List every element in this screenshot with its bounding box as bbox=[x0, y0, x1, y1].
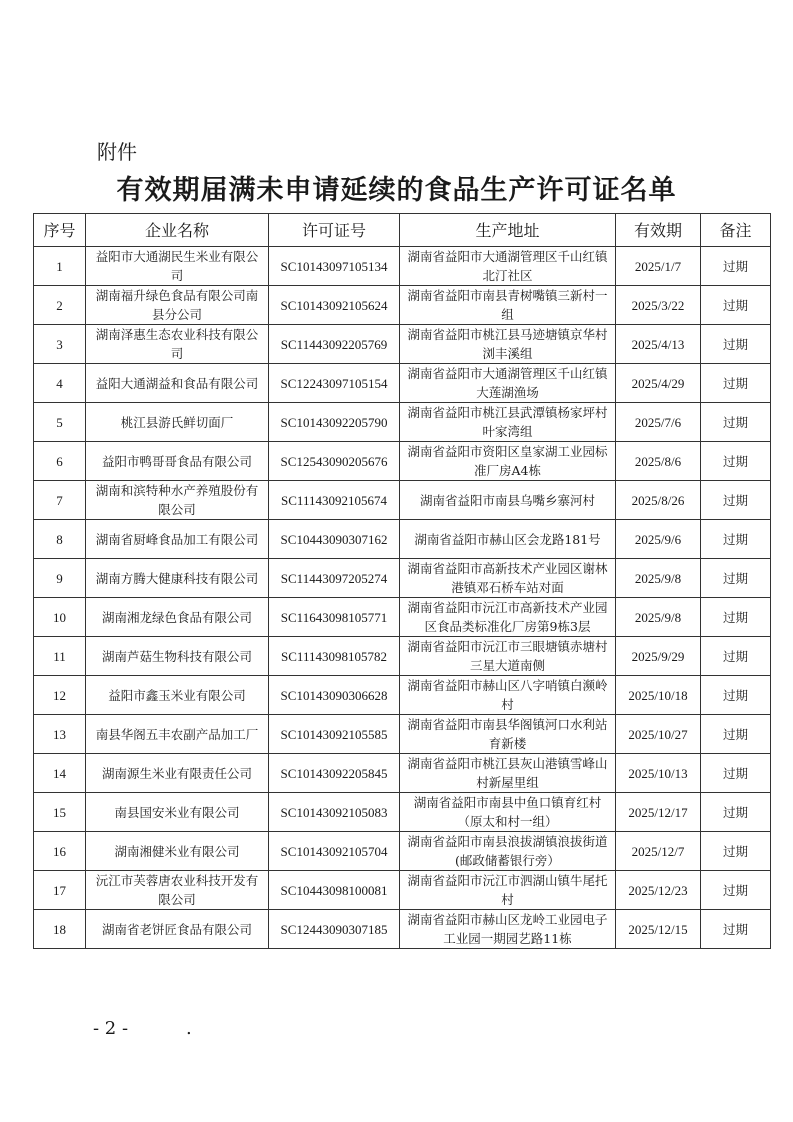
cell-index: 3 bbox=[34, 325, 86, 364]
cell-remark: 过期 bbox=[701, 442, 771, 481]
cell-index: 17 bbox=[34, 871, 86, 910]
cell-address: 湖南省益阳市桃江县武潭镇杨家坪村叶家湾组 bbox=[400, 403, 616, 442]
cell-index: 12 bbox=[34, 676, 86, 715]
cell-validity: 2025/4/29 bbox=[616, 364, 701, 403]
attachment-label: 附件 bbox=[97, 140, 137, 164]
cell-validity: 2025/9/8 bbox=[616, 598, 701, 637]
cell-company: 益阳市大通湖民生米业有限公司 bbox=[86, 247, 269, 286]
cell-validity: 2025/4/13 bbox=[616, 325, 701, 364]
cell-company: 湖南湘龙绿色食品有限公司 bbox=[86, 598, 269, 637]
table-row bbox=[34, 286, 771, 325]
cell-remark: 过期 bbox=[701, 676, 771, 715]
table-row bbox=[34, 481, 771, 520]
table-row bbox=[34, 559, 771, 598]
cell-company: 沅江市芙蓉唐农业科技开发有限公司 bbox=[86, 871, 269, 910]
cell-license: SC11443097205274 bbox=[269, 559, 400, 598]
cell-address: 湖南省益阳市大通湖管理区千山红镇北汀社区 bbox=[400, 247, 616, 286]
cell-address: 湖南省益阳市桃江县灰山港镇雪峰山村新屋里组 bbox=[400, 754, 616, 793]
cell-address: 湖南省益阳市南县浪拔湖镇浪拔街道(邮政储蓄银行旁） bbox=[400, 832, 616, 871]
cell-validity: 2025/12/17 bbox=[616, 793, 701, 832]
cell-remark: 过期 bbox=[701, 364, 771, 403]
cell-company: 湖南泽惠生态农业科技有限公司 bbox=[86, 325, 269, 364]
cell-license: SC11443092205769 bbox=[269, 325, 400, 364]
cell-index: 11 bbox=[34, 637, 86, 676]
cell-validity: 2025/1/7 bbox=[616, 247, 701, 286]
table-row bbox=[34, 442, 771, 481]
cell-remark: 过期 bbox=[701, 286, 771, 325]
cell-address: 湖南省益阳市赫山区八字哨镇白濒岭村 bbox=[400, 676, 616, 715]
cell-license: SC10143090306628 bbox=[269, 676, 400, 715]
cell-address: 湖南省益阳市赫山区龙岭工业园电子工业园一期园艺路11栋 bbox=[400, 910, 616, 949]
cell-validity: 2025/10/13 bbox=[616, 754, 701, 793]
cell-license: SC10143092105624 bbox=[269, 286, 400, 325]
cell-remark: 过期 bbox=[701, 520, 771, 559]
cell-address: 湖南省益阳市桃江县马迹塘镇京华村浏丰溪组 bbox=[400, 325, 616, 364]
cell-remark: 过期 bbox=[701, 403, 771, 442]
cell-remark: 过期 bbox=[701, 559, 771, 598]
cell-validity: 2025/10/27 bbox=[616, 715, 701, 754]
cell-address: 湖南省益阳市沅江市泗湖山镇牛尾托村 bbox=[400, 871, 616, 910]
cell-company: 湖南和滨特种水产养殖股份有限公司 bbox=[86, 481, 269, 520]
cell-remark: 过期 bbox=[701, 325, 771, 364]
cell-address: 湖南省益阳市高新技术产业园区谢林港镇邓石桥车站对面 bbox=[400, 559, 616, 598]
cell-remark: 过期 bbox=[701, 247, 771, 286]
cell-address: 湖南省益阳市南县中鱼口镇育红村（原太和村一组） bbox=[400, 793, 616, 832]
cell-index: 7 bbox=[34, 481, 86, 520]
table-row bbox=[34, 403, 771, 442]
cell-validity: 2025/3/22 bbox=[616, 286, 701, 325]
table-row bbox=[34, 325, 771, 364]
cell-license: SC10143092105585 bbox=[269, 715, 400, 754]
cell-remark: 过期 bbox=[701, 754, 771, 793]
cell-company: 南县国安米业有限公司 bbox=[86, 793, 269, 832]
cell-address: 湖南省益阳市南县华阁镇河口水利站育新楼 bbox=[400, 715, 616, 754]
cell-license: SC10143092105704 bbox=[269, 832, 400, 871]
cell-index: 1 bbox=[34, 247, 86, 286]
table-row bbox=[34, 676, 771, 715]
cell-remark: 过期 bbox=[701, 598, 771, 637]
cell-remark: 过期 bbox=[701, 793, 771, 832]
cell-license: SC12443090307185 bbox=[269, 910, 400, 949]
cell-remark: 过期 bbox=[701, 871, 771, 910]
cell-remark: 过期 bbox=[701, 910, 771, 949]
cell-index: 10 bbox=[34, 598, 86, 637]
table-row bbox=[34, 598, 771, 637]
cell-validity: 2025/9/29 bbox=[616, 637, 701, 676]
cell-company: 桃江县游氏鲜切面厂 bbox=[86, 403, 269, 442]
header-address: 生产地址 bbox=[400, 214, 616, 247]
cell-address: 湖南省益阳市南县乌嘴乡寨河村 bbox=[400, 481, 616, 520]
cell-license: SC10143092205790 bbox=[269, 403, 400, 442]
table-header-row bbox=[34, 214, 771, 247]
cell-validity: 2025/12/15 bbox=[616, 910, 701, 949]
cell-license: SC10143092105083 bbox=[269, 793, 400, 832]
cell-license: SC12243097105154 bbox=[269, 364, 400, 403]
license-table bbox=[33, 213, 771, 949]
header-remark: 备注 bbox=[701, 214, 771, 247]
cell-company: 益阳市鸭哥哥食品有限公司 bbox=[86, 442, 269, 481]
cell-validity: 2025/7/6 bbox=[616, 403, 701, 442]
cell-address: 湖南省益阳市沅江市三眼塘镇赤塘村三星大道南侧 bbox=[400, 637, 616, 676]
cell-index: 2 bbox=[34, 286, 86, 325]
cell-index: 18 bbox=[34, 910, 86, 949]
cell-license: SC10143092205845 bbox=[269, 754, 400, 793]
table-row bbox=[34, 832, 771, 871]
cell-validity: 2025/10/18 bbox=[616, 676, 701, 715]
table-row bbox=[34, 754, 771, 793]
header-license: 许可证号 bbox=[269, 214, 400, 247]
cell-validity: 2025/9/6 bbox=[616, 520, 701, 559]
cell-index: 5 bbox=[34, 403, 86, 442]
cell-remark: 过期 bbox=[701, 832, 771, 871]
cell-address: 湖南省益阳市南县青树嘴镇三新村一组 bbox=[400, 286, 616, 325]
cell-index: 9 bbox=[34, 559, 86, 598]
cell-license: SC11643098105771 bbox=[269, 598, 400, 637]
cell-company: 益阳市鑫玉米业有限公司 bbox=[86, 676, 269, 715]
cell-validity: 2025/12/7 bbox=[616, 832, 701, 871]
footer-mark: . bbox=[186, 1018, 192, 1039]
cell-company: 湖南省厨峰食品加工有限公司 bbox=[86, 520, 269, 559]
cell-license: SC11143092105674 bbox=[269, 481, 400, 520]
cell-index: 6 bbox=[34, 442, 86, 481]
cell-address: 湖南省益阳市赫山区会龙路181号 bbox=[400, 520, 616, 559]
cell-company: 湖南芦菇生物科技有限公司 bbox=[86, 637, 269, 676]
table-row bbox=[34, 871, 771, 910]
document-title: 有效期届满未申请延续的食品生产许可证名单 bbox=[116, 175, 677, 206]
cell-validity: 2025/8/26 bbox=[616, 481, 701, 520]
cell-index: 4 bbox=[34, 364, 86, 403]
table-row bbox=[34, 793, 771, 832]
cell-index: 14 bbox=[34, 754, 86, 793]
page-number: - 2 - bbox=[93, 1018, 129, 1039]
table-row bbox=[34, 247, 771, 286]
cell-remark: 过期 bbox=[701, 637, 771, 676]
cell-index: 15 bbox=[34, 793, 86, 832]
cell-company: 益阳大通湖益和食品有限公司 bbox=[86, 364, 269, 403]
cell-index: 13 bbox=[34, 715, 86, 754]
header-validity: 有效期 bbox=[616, 214, 701, 247]
cell-address: 湖南省益阳市大通湖管理区千山红镇大莲湖渔场 bbox=[400, 364, 616, 403]
cell-remark: 过期 bbox=[701, 715, 771, 754]
header-index: 序号 bbox=[34, 214, 86, 247]
cell-license: SC12543090205676 bbox=[269, 442, 400, 481]
cell-remark: 过期 bbox=[701, 481, 771, 520]
cell-company: 湖南省老饼匠食品有限公司 bbox=[86, 910, 269, 949]
cell-company: 湖南方腾大健康科技有限公司 bbox=[86, 559, 269, 598]
table-row bbox=[34, 637, 771, 676]
cell-index: 8 bbox=[34, 520, 86, 559]
cell-company: 湖南福升绿色食品有限公司南县分公司 bbox=[86, 286, 269, 325]
cell-license: SC11143098105782 bbox=[269, 637, 400, 676]
cell-company: 南县华阁五丰农副产品加工厂 bbox=[86, 715, 269, 754]
cell-license: SC10143097105134 bbox=[269, 247, 400, 286]
table-row bbox=[34, 910, 771, 949]
cell-index: 16 bbox=[34, 832, 86, 871]
cell-company: 湖南湘健米业有限公司 bbox=[86, 832, 269, 871]
cell-company: 湖南源生米业有限责任公司 bbox=[86, 754, 269, 793]
cell-license: SC10443098100081 bbox=[269, 871, 400, 910]
cell-validity: 2025/8/6 bbox=[616, 442, 701, 481]
cell-address: 湖南省益阳市资阳区皇家湖工业园标准厂房A4栋 bbox=[400, 442, 616, 481]
cell-license: SC10443090307162 bbox=[269, 520, 400, 559]
table-row bbox=[34, 715, 771, 754]
table-row bbox=[34, 520, 771, 559]
cell-validity: 2025/12/23 bbox=[616, 871, 701, 910]
header-company: 企业名称 bbox=[86, 214, 269, 247]
cell-validity: 2025/9/8 bbox=[616, 559, 701, 598]
cell-address: 湖南省益阳市沅江市高新技术产业园区食品类标准化厂房第9栋3层 bbox=[400, 598, 616, 637]
table-row bbox=[34, 364, 771, 403]
